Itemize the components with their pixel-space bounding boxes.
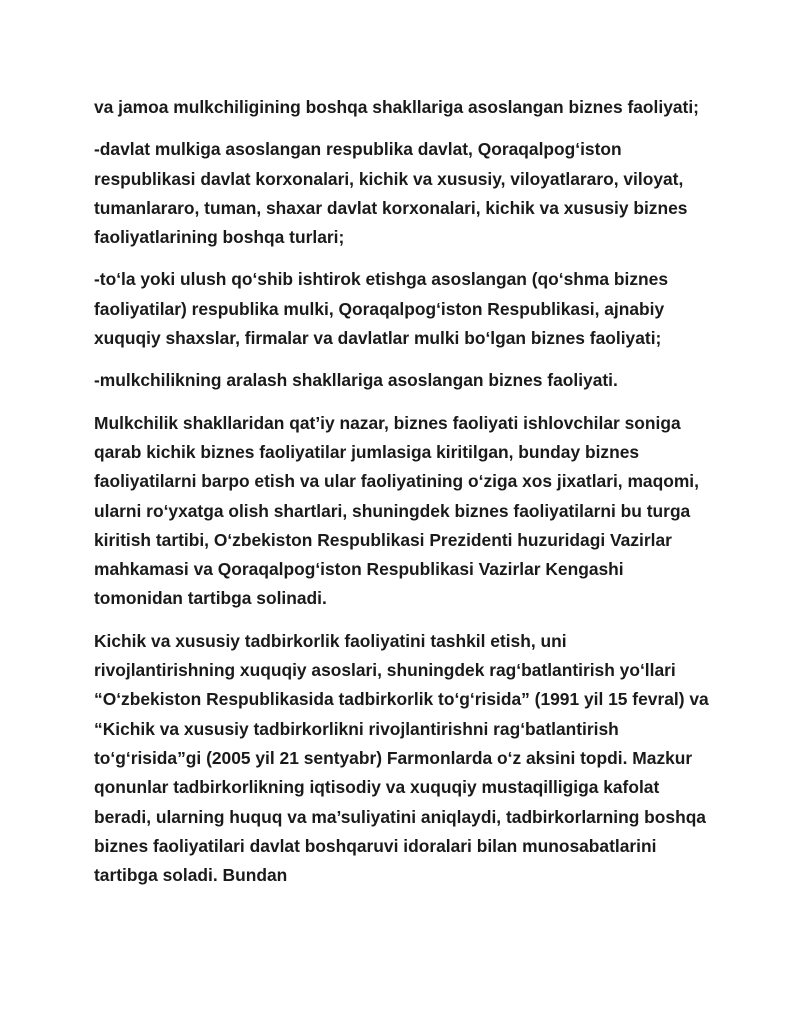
document-page [94,93,709,903]
paragraph-3: -to‘la yoki ulush qo‘shib ishtirok etishga asoslangan (qo‘shma biznes faoliyatilar) respublika mulki, Qoraqalpog‘iston Respublikasi, ajnabiy xuquqiy shaxslar, firmalar va davlatlar mulki bo‘lgan biznes faoliyati; [94,269,668,349]
paragraph-2: -davlat mulkiga asoslangan respublika davlat, Qoraqalpog‘iston respublikasi davlat korxonalari, kichik va xususiy, viloyatlararo, viloyat, tumanlararo, tuman, shaxar davlat korxonalari, kichik va xususiy biznes faoliyatlarining boshqa turlari; [94,139,688,248]
paragraph-1: va jamoa mulkchiligining boshqa shakllariga asoslangan biznes faoliyati; [94,97,699,117]
paragraph-4: -mulkchilikning aralash shakllariga asoslangan biznes faoliyati. [94,370,618,391]
paragraph-6: Kichik va xususiy tadbirkorlik faoliyatini tashkil etish, uni rivojlantirishning xuquqiy asoslari, shuningdek rag‘batlantirish yo‘llari “O‘zbekiston Respublikasida tadbirkorlik to‘g‘risida” (1991 yil 15 fevral) va “Kichik va xususiy tadbirkorlikni rivojlantirishni rag‘batlantirish to‘g‘risida”gi (2005 yil 21 sentyabr) Farmonlarda o‘z aksini topdi. Mazkur qonunlar tadbirkorlikning iqtisodiy va xuquqiy mustaqilligiga kafolat beradi, ularning huquq va ma’suliyatini aniqlaydi, tadbirkorlarning boshqa biznes faoliyatilari davlat boshqaruvi idoralari bilan munosabatlarini tartibga soladi. Bundan [94,630,709,886]
paragraph-5: Mulkchilik shakllaridan qat’iy nazar, biznes faoliyati ishlovchilar soniga qarab kichik biznes faoliyatilar jumlasiga kiritilgan, bunday biznes faoliyatilarni barpo etish va ular faoliyatining o‘ziga xos jixatlari, maqomi, ularni ro‘yxatga olish shartlari, shuningdek biznes faoliyatilarni bu turga kiritish tartibi, O‘zbekiston Respublikasi Prezidenti huzuridagi Vazirlar mahkamasi va Qoraqalpog‘iston Respublikasi Vazirlar Kengashi tomonidan tartibga solinadi. [94,412,699,609]
